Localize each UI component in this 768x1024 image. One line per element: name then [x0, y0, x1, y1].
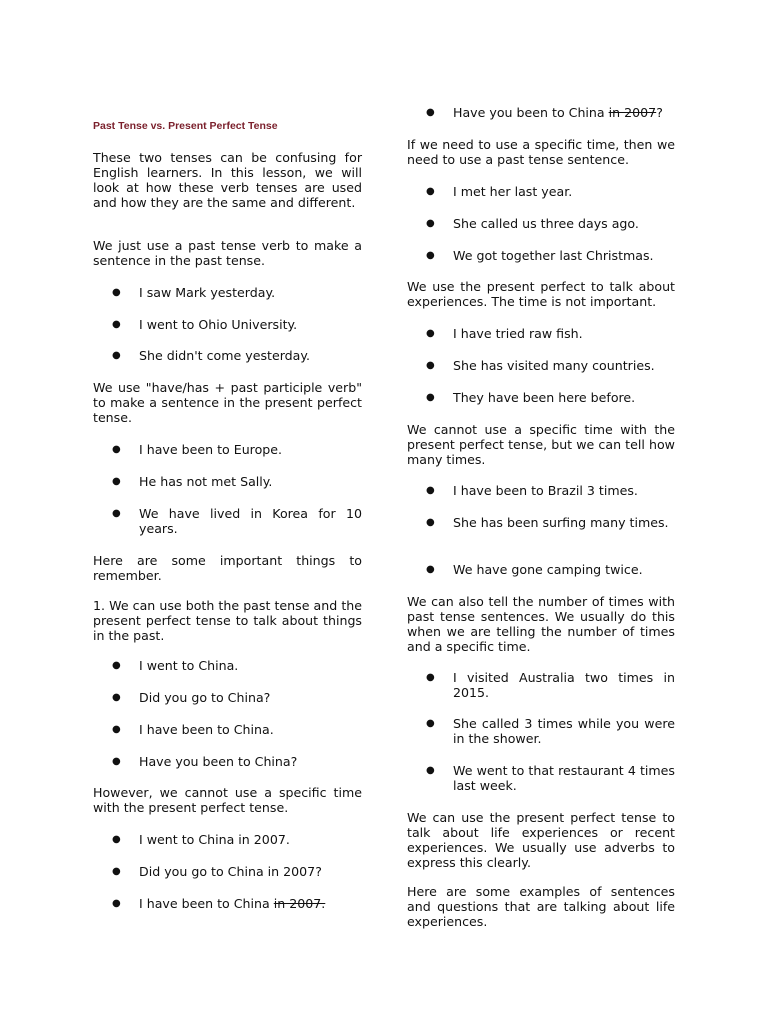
number-of-times-paragraph: We can also tell the number of times with past tense sentences. We usually do this when we are telling the number of times and a specific time. — [407, 594, 675, 654]
bullet-icon: ● — [112, 444, 121, 455]
struck-text: in 2007 — [608, 105, 657, 120]
bullet-icon: ● — [112, 724, 121, 735]
rule-one-paragraph: 1. We can use both the past tense and the present perfect tense to talk about things in the past. — [93, 598, 362, 643]
examples-paragraph: Here are some examples of sentences and questions that are talking about life experiences. — [407, 884, 675, 929]
remember-paragraph: Here are some important things to remember. — [93, 553, 362, 583]
bullet-icon: ● — [112, 319, 121, 330]
bullet-icon: ● — [426, 250, 435, 261]
bullet-icon: ● — [112, 756, 121, 767]
bullet-icon: ● — [112, 508, 121, 519]
bullet-icon: ● — [426, 765, 435, 776]
bullet-icon: ● — [112, 287, 121, 298]
bullet-icon: ● — [112, 866, 121, 877]
intro-paragraph: These two tenses can be confusing for English learners. In this lesson, we will look at how these verb tenses are used and how they are the same and different. — [93, 150, 362, 210]
bullet-icon: ● — [426, 672, 435, 683]
struck-text: in 2007. — [273, 896, 326, 911]
bullet-icon: ● — [112, 476, 121, 487]
bullet-icon: ● — [112, 350, 121, 361]
specific-time-paragraph: If we need to use a specific time, then we need to use a past tense sentence. — [407, 137, 675, 167]
specific-time-paragraph: However, we cannot use a specific time with the present perfect tense. — [93, 785, 362, 815]
document-page: Past Tense vs. Present Perfect Tense These two tenses can be confusing for English learners. In this lesson, we will look at how these verb tenses are used and how they are the same and different. We just use a past tense verb to make a sentence in the past tense. ● I saw Mark yesterday. ● I went to Ohio University. ● She didn't come yesterday. We use "have/has + past participle verb" to make a sentence in the present perfect tense. ● I have been to Europe. ● He has not met Sally. ● We have lived in Korea for 10 years. Here are some important things to remember. 1. We can use both the past tense and the present perfect tense to talk about things in the past. ● I went to China. ● Did you go to China? ● I have been to China. ● Have you been to China? However, we cannot use a specific time with the present perfect tense. ● I went to China in 2007. ● Did you go to China in 2007? ● I have been to China in 2007. ● Have you been to China in 2007? If we need to use a specific time, then we need to use a past tense sentence. ● I met her last year. ● She called us three days ago. ● We got together last Christmas. We use the present perfect to talk about experiences. The time is not important. ● I have tried raw fish. ● She has visited many countries. ● They have been here before. We cannot use a specific time with the present perfect tense, but we can tell how many times. ● I have been to Brazil 3 times. ● She has been surfing many times. ● We have gone camping twice. We can also tell the number of times with past tense sentences. We usually do this when we are telling the number of times and a specific time. ● I visited Australia two times in 2015. ● She called 3 times while you were in the shower. ● We went to that restaurant 4 times last week. We can use the present perfect tense to talk about life experiences or recent experiences. We usually use adverbs to express this clearly. Here are some examples of sentences and questions that are talking about life experiences. — [93, 105, 675, 929]
bullet-icon: ● — [426, 186, 435, 197]
bullet-icon: ● — [112, 898, 121, 909]
bullet-icon: ● — [112, 834, 121, 845]
bullet-icon: ● — [426, 328, 435, 339]
bullet-icon: ● — [426, 360, 435, 371]
bullet-icon: ● — [426, 107, 435, 118]
past-tense-paragraph: We just use a past tense verb to make a sentence in the past tense. — [93, 238, 362, 268]
how-many-times-paragraph: We cannot use a specific time with the present perfect tense, but we can tell how many times. — [407, 422, 675, 467]
bullet-icon: ● — [426, 485, 435, 496]
present-perfect-paragraph: We use "have/has + past participle verb" to make a sentence in the present perfect tense. — [93, 380, 362, 425]
bullet-icon: ● — [426, 517, 435, 528]
page-title: Past Tense vs. Present Perfect Tense — [93, 120, 278, 132]
bullet-icon: ● — [426, 392, 435, 403]
life-experiences-paragraph: We can use the present perfect tense to talk about life experiences or recent experiences. We usually use adverbs to express this clearly. — [407, 810, 675, 870]
bullet-icon: ● — [426, 718, 435, 729]
bullet-icon: ● — [112, 692, 121, 703]
bullet-icon: ● — [426, 218, 435, 229]
bullet-icon: ● — [426, 564, 435, 575]
bullet-icon: ● — [112, 660, 121, 671]
experiences-paragraph: We use the present perfect to talk about experiences. The time is not important. — [407, 279, 675, 309]
